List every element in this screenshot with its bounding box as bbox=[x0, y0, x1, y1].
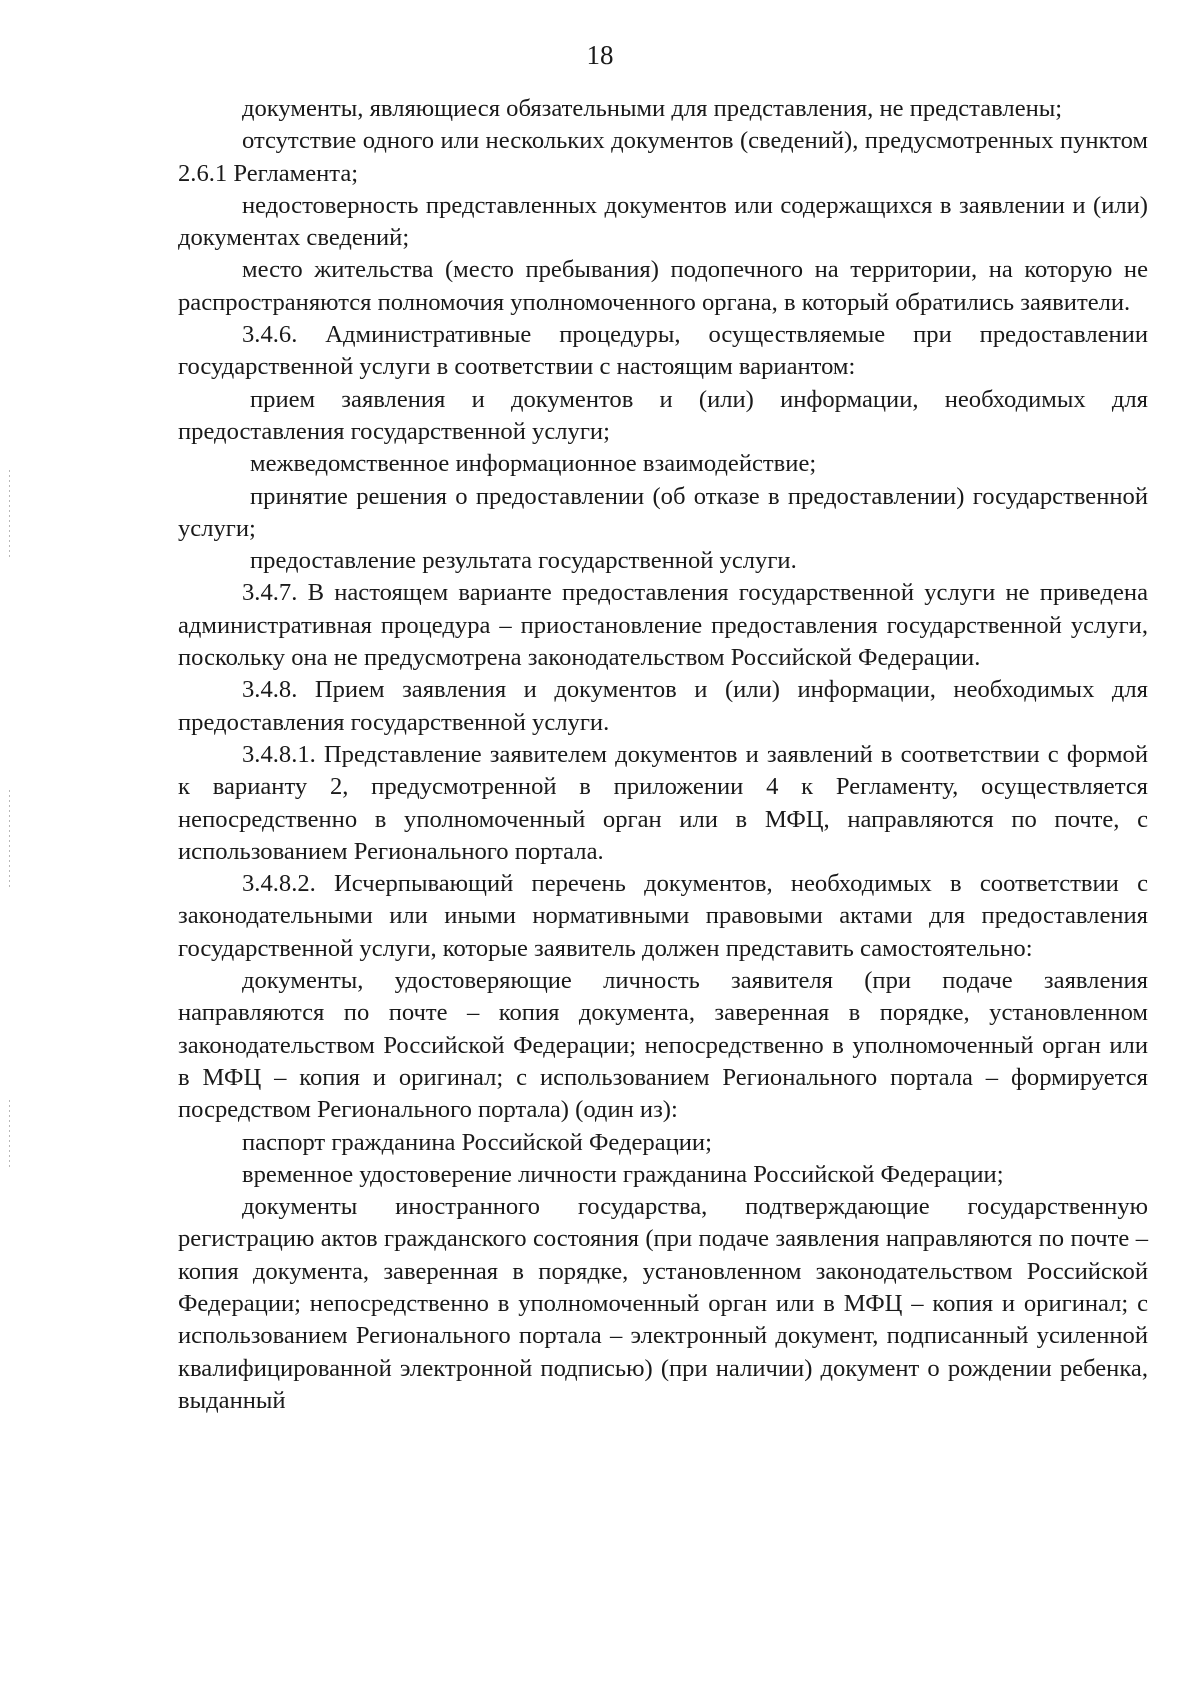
paragraph: предоставление результата государственной услуги. bbox=[250, 547, 797, 575]
scan-margin-mark bbox=[9, 790, 10, 890]
paragraph: межведомственное информационное взаимодействие; bbox=[250, 450, 817, 478]
document-body bbox=[178, 93, 1148, 1417]
paragraph: место жительства (место пребывания) подопечного на территории, на которую не распространяются полномочия уполномоченного органа, в который обратились заявители. bbox=[178, 256, 1148, 316]
paragraph: паспорт гражданина Российской Федерации; bbox=[242, 1128, 712, 1156]
paragraph: отсутствие одного или нескольких документов (сведений), предусмотренных пунктом 2.6.1 Регламента; bbox=[178, 127, 1148, 187]
scan-margin-mark bbox=[9, 470, 10, 560]
paragraph: 3.4.8. Прием заявления и документов и (или) информации, необходимых для предоставления государственной услуги. bbox=[178, 676, 1148, 736]
scan-margin-mark bbox=[9, 1100, 10, 1170]
paragraph: временное удостоверение личности гражданина Российской Федерации; bbox=[242, 1160, 1004, 1188]
paragraph: прием заявления и документов и (или) информации, необходимых для предоставления государственной услуги; bbox=[178, 385, 1148, 445]
paragraph: принятие решения о предоставлении (об отказе в предоставлении) государственной услуги; bbox=[178, 482, 1148, 542]
paragraph: 3.4.8.1. Представление заявителем документов и заявлений в соответствии с формой к варианту 2, предусмотренной в приложении 4 к Регламенту, осуществляется непосредственно в уполномоченный орган или в МФЦ, направляются по почте, с использованием Регионального портала. bbox=[178, 740, 1148, 865]
paragraph: недостоверность представленных документов или содержащихся в заявлении и (или) документах сведений; bbox=[178, 191, 1148, 252]
paragraph: 3.4.6. Административные процедуры, осуществляемые при предоставлении государственной услуги в соответствии с настоящим вариантом: bbox=[178, 321, 1148, 381]
paragraph: документы, удостоверяющие личность заявителя (при подаче заявления направляются по почте – копия документа, заверенная в порядке, установленном законодательством Российской Федерации; непосредственно в уполномоченный орган или в МФЦ – копия и оригинал; с использованием Регионального портала – формируется посредством Регионального портала) (один из): bbox=[178, 967, 1148, 1124]
paragraph: 3.4.7. В настоящем варианте предоставления государственной услуги не приведена административная процедура – приостановление предоставления государственной услуги, поскольку она не предусмотрена законодательством Российской Федерации. bbox=[178, 579, 1148, 672]
paragraph: документы, являющиеся обязательными для представления, не представлены; bbox=[242, 95, 1063, 122]
page-number: 18 bbox=[586, 40, 614, 70]
paragraph: документы иностранного государства, подтверждающие государственную регистрацию актов гражданского состояния (при подаче заявления направляются по почте – копия документа, заверенная в порядке, установленном законодательством Российской Федерации; непосредственно в уполномоченный орган или в МФЦ – копия и оригинал; с использованием Регионального портала – электронный документ, подписанный усиленной квалифицированной электронной подписью) (при наличии) документ о рождении ребенка, выданный bbox=[178, 1193, 1148, 1414]
paragraph: 3.4.8.2. Исчерпывающий перечень документов, необходимых в соответствии с законодательными или иными нормативными правовыми актами для предоставления государственной услуги, которые заявитель должен представить самостоятельно: bbox=[178, 870, 1148, 962]
